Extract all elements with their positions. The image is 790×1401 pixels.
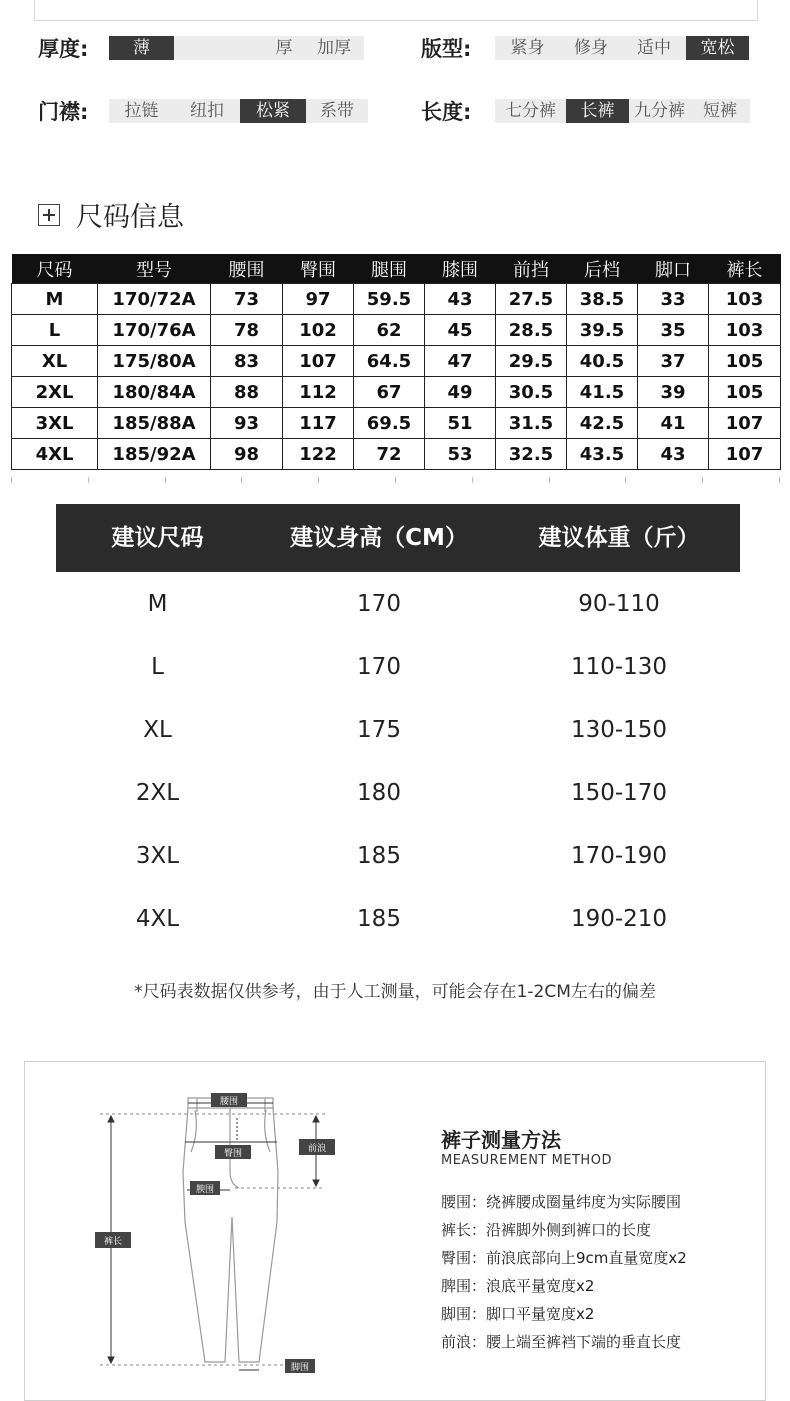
attr-length	[421, 98, 750, 124]
attr-option: 纽扣	[190, 101, 224, 121]
header-cell: 裤长	[709, 254, 781, 284]
plus-box-icon	[38, 204, 60, 226]
recommend-cell: 170	[357, 591, 401, 617]
attr-option: 七分裤	[505, 101, 556, 121]
header-cell: 前挡	[496, 254, 567, 284]
recommend-cell: 130-150	[570, 717, 668, 743]
recommend-header-weight: 建议体重（斤）	[538, 525, 700, 551]
measurement-line: 臀围：前浪底部向上9cm直量宽度x2	[441, 1249, 687, 1267]
attr-fit	[421, 35, 749, 61]
table-row	[12, 315, 781, 346]
recommend-header	[56, 504, 740, 572]
diagram-label-hip: 臀围	[223, 1149, 243, 1159]
table-cell: 170/76A	[98, 315, 211, 346]
size-note: *尺码表数据仅供参考，由于人工测量，可能会存在1-2CM左右的偏差	[134, 982, 656, 1002]
measurement-line: 裤长：沿裤脚外侧到裤口的长度	[441, 1221, 652, 1239]
table-cell: 78	[211, 315, 283, 346]
recommend-cell: M	[147, 591, 168, 617]
measurement-line: 脚围：脚口平量宽度x2	[441, 1305, 595, 1323]
table-row	[12, 408, 781, 439]
table-cell: 98	[211, 439, 283, 470]
attr-label: 门襟:	[38, 100, 89, 124]
measurement-subtitle: MEASUREMENT METHOD	[441, 1153, 612, 1168]
recommend-row	[56, 773, 740, 813]
table-cell: 39.5	[567, 315, 638, 346]
table-cell: 170/72A	[98, 284, 211, 315]
recommend-row	[56, 899, 740, 939]
attr-label: 版型:	[421, 37, 472, 61]
table-cell: 107	[709, 408, 781, 439]
attr-option-selected: 宽松	[686, 36, 749, 60]
table-cell: 88	[211, 377, 283, 408]
recommend-row	[56, 584, 740, 624]
table-cell: 41	[638, 408, 709, 439]
recommend-cell: 175	[357, 717, 401, 743]
attr-option	[174, 36, 264, 60]
diagram-label-front-rise: 前浪	[307, 1144, 327, 1154]
table-cell: 35	[638, 315, 709, 346]
table-cell: 47	[425, 346, 496, 377]
table-cell: 103	[709, 284, 781, 315]
size-table-body	[12, 284, 781, 470]
table-cell: 40.5	[567, 346, 638, 377]
measurement-panel	[24, 1061, 766, 1401]
table-cell: 3XL	[12, 408, 98, 439]
table-cell: 43	[425, 284, 496, 315]
table-cell: 2XL	[12, 377, 98, 408]
measurement-line: 前浪：腰上端至裤裆下端的垂直长度	[441, 1333, 682, 1351]
table-cell: 93	[211, 408, 283, 439]
attr-option: 厚	[275, 38, 293, 58]
table-cell: 105	[709, 377, 781, 408]
table-cell: 122	[283, 439, 354, 470]
attr-option-selected: 松紧	[240, 99, 306, 123]
diagram-label-thigh: 腴围	[195, 1185, 215, 1195]
attr-placket	[38, 98, 368, 124]
table-cell: 103	[709, 315, 781, 346]
table-cell: 69.5	[354, 408, 425, 439]
table-cell: 37	[638, 346, 709, 377]
header-cell: 腰围	[211, 254, 283, 284]
recommend-cell: 2XL	[135, 780, 180, 806]
header-cell: 型号	[98, 254, 211, 284]
size-info-header	[38, 195, 184, 234]
table-cell: 62	[354, 315, 425, 346]
recommend-cell: 150-170	[570, 780, 668, 806]
attr-option: 系带	[320, 101, 354, 121]
header-cell: 后档	[567, 254, 638, 284]
table-cell: 67	[354, 377, 425, 408]
table-cell: 51	[425, 408, 496, 439]
pants-diagram	[25, 1062, 425, 1392]
recommend-cell: 4XL	[135, 906, 180, 932]
top-frame	[34, 0, 758, 21]
header-cell: 臀围	[283, 254, 354, 284]
table-cell: 31.5	[496, 408, 567, 439]
table-cell: 64.5	[354, 346, 425, 377]
table-foot-lines	[11, 477, 780, 483]
table-cell: 180/84A	[98, 377, 211, 408]
table-cell: 43	[638, 439, 709, 470]
table-cell: 45	[425, 315, 496, 346]
recommend-cell: 90-110	[578, 591, 660, 617]
attr-label: 厚度:	[38, 37, 89, 61]
attr-option-selected: 长裤	[566, 99, 629, 123]
measurement-line: 腰围：绕裤腰成圈量纬度为实际腰围	[441, 1193, 682, 1211]
table-cell: 4XL	[12, 439, 98, 470]
table-row	[12, 346, 781, 377]
recommend-cell: 185	[357, 906, 401, 932]
attr-option: 修身	[574, 38, 608, 58]
table-cell: 83	[211, 346, 283, 377]
header-cell: 尺码	[12, 254, 98, 284]
table-cell: L	[12, 315, 98, 346]
header-cell: 膝围	[425, 254, 496, 284]
table-cell: 53	[425, 439, 496, 470]
recommend-cell: 180	[357, 780, 401, 806]
table-cell: 32.5	[496, 439, 567, 470]
measurement-title: 裤子测量方法	[441, 1128, 561, 1152]
size-table	[11, 254, 781, 470]
table-cell: M	[12, 284, 98, 315]
recommend-header-height: 建议身高（CM）	[290, 525, 468, 551]
table-cell: 97	[283, 284, 354, 315]
attr-option: 适中	[637, 38, 671, 58]
header-cell: 腿围	[354, 254, 425, 284]
recommend-cell: 110-130	[570, 654, 668, 680]
recommend-cell: 190-210	[570, 906, 668, 932]
table-cell: 41.5	[567, 377, 638, 408]
table-cell: 27.5	[496, 284, 567, 315]
table-cell: 38.5	[567, 284, 638, 315]
table-cell: 30.5	[496, 377, 567, 408]
table-cell: XL	[12, 346, 98, 377]
recommend-cell: 3XL	[135, 843, 180, 869]
recommend-cell: 185	[357, 843, 401, 869]
table-cell: 175/80A	[98, 346, 211, 377]
header-cell: 脚口	[638, 254, 709, 284]
attr-label: 长度:	[421, 100, 472, 124]
recommend-header-size: 建议尺码	[111, 525, 204, 551]
table-cell: 28.5	[496, 315, 567, 346]
attr-option: 九分裤	[634, 101, 685, 121]
attr-thickness	[38, 35, 364, 61]
recommend-row	[56, 710, 740, 750]
table-cell: 42.5	[567, 408, 638, 439]
table-row	[12, 284, 781, 315]
attr-option-selected: 薄	[109, 36, 174, 60]
table-row	[12, 377, 781, 408]
recommend-cell: XL	[143, 717, 172, 743]
attr-option: 加厚	[317, 38, 351, 58]
table-row	[12, 439, 781, 470]
measurement-line: 脾围：浪底平量宽度x2	[441, 1277, 595, 1295]
table-cell: 29.5	[496, 346, 567, 377]
table-cell: 107	[709, 439, 781, 470]
diagram-label-length: 裤长	[103, 1237, 123, 1247]
recommend-row	[56, 836, 740, 876]
table-cell: 39	[638, 377, 709, 408]
table-cell: 107	[283, 346, 354, 377]
recommend-row	[56, 647, 740, 687]
table-cell: 43.5	[567, 439, 638, 470]
table-cell: 59.5	[354, 284, 425, 315]
table-cell: 102	[283, 315, 354, 346]
section-title: 尺码信息	[76, 202, 184, 233]
diagram-label-hem: 脚围	[290, 1363, 310, 1373]
table-cell: 117	[283, 408, 354, 439]
diagram-label-waist: 腰围	[219, 1097, 239, 1107]
table-cell: 185/92A	[98, 439, 211, 470]
table-cell: 49	[425, 377, 496, 408]
attr-option: 短裤	[703, 101, 737, 121]
table-cell: 72	[354, 439, 425, 470]
table-cell: 73	[211, 284, 283, 315]
table-cell: 112	[283, 377, 354, 408]
attr-option: 拉链	[124, 101, 159, 121]
table-cell: 105	[709, 346, 781, 377]
table-cell: 185/88A	[98, 408, 211, 439]
size-table-header	[12, 254, 781, 284]
recommend-cell: 170-190	[570, 843, 668, 869]
recommend-cell: L	[151, 654, 164, 680]
recommend-cell: 170	[357, 654, 401, 680]
attr-option: 紧身	[510, 38, 545, 58]
table-cell: 33	[638, 284, 709, 315]
